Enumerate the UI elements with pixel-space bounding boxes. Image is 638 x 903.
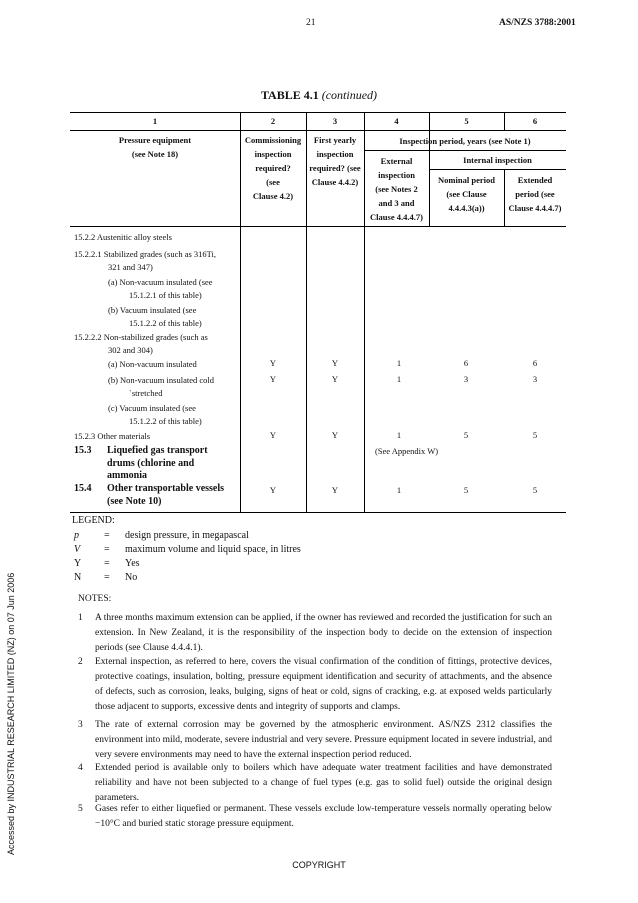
table-cell: Y	[269, 485, 277, 495]
section-title-line: Other transportable vessels	[107, 483, 225, 494]
legend-equals: =	[104, 558, 110, 569]
table-row-text: 15.2.2.2 Non-stabilized grades (such as	[74, 332, 208, 342]
column-number: 6	[532, 116, 538, 126]
table-row-text: 15.2.3 Other materials	[74, 431, 151, 441]
header-pressure-equipment	[70, 133, 240, 161]
page-number: 21	[306, 18, 316, 28]
note-number: 2	[78, 657, 83, 667]
column-number: 4	[394, 116, 399, 126]
legend-symbol: Y	[74, 558, 82, 569]
table-cell-span: (See Appendix W)	[374, 446, 439, 456]
note-number: 5	[78, 804, 83, 814]
header-line: (see	[266, 177, 280, 187]
header-line: Extended	[517, 175, 553, 185]
header-line: inspection	[254, 149, 292, 159]
legend-symbol: N	[74, 572, 82, 583]
header-line: period (see	[515, 189, 555, 199]
notes-title: NOTES:	[78, 594, 112, 604]
table-row-text: 302 and 304)	[108, 345, 153, 355]
header-line: 4.4.4.3(a))	[448, 203, 485, 213]
header-nominal-period	[429, 173, 504, 215]
header-inspection-period: Inspection period, years (see Note 1)	[399, 136, 531, 146]
legend-definition: Yes	[125, 558, 140, 569]
table-row-text: (a) Non-vacuum insulated (see	[108, 277, 213, 287]
table-cell: 5	[532, 430, 538, 440]
section-title-line: ammonia	[107, 470, 147, 481]
rule	[70, 112, 566, 113]
table-row-text: `stretched	[129, 388, 163, 398]
header-commissioning	[240, 133, 306, 203]
table-cell: Y	[331, 430, 339, 440]
section-title-line: (see Note 10)	[107, 495, 162, 507]
table-row-text: 15.1.2.2 of this table)	[129, 318, 202, 328]
table-row-text: (a) Non-vacuum insulated	[108, 359, 197, 369]
header-line: Clause 4.2)	[252, 191, 294, 201]
table-cell: 6	[463, 358, 469, 368]
table-cell: 1	[396, 374, 402, 384]
header-line: Clause 4.4.4.7)	[370, 212, 423, 222]
table-row-text: 15.1.2.2 of this table)	[129, 416, 202, 426]
table-cell: Y	[331, 374, 339, 384]
header-line: inspection	[316, 149, 354, 159]
table-cell: Y	[269, 430, 277, 440]
copyright-footer: COPYRIGHT	[292, 860, 346, 870]
table-cell: Y	[269, 374, 277, 384]
table-cell: 3	[532, 374, 538, 384]
table-caption	[0, 88, 638, 103]
header-line: External	[380, 156, 413, 166]
table-caption-suffix: (continued)	[321, 88, 378, 102]
legend-equals: =	[104, 530, 110, 541]
header-line: Clause 4.4.2)	[311, 177, 359, 187]
rule	[429, 169, 566, 170]
legend-definition: maximum volume and liquid space, in litres	[125, 544, 301, 555]
legend-symbol: p	[74, 530, 79, 541]
table-row-text: 15.1.2.1 of this table)	[129, 290, 202, 300]
note-text: External inspection, as referred to here, covers the visual confirmation of the condition of fittings, protective devices, protective coatings, insulation, bolting, pressure equipment identification and security of attachments, and the absence of defects, such as corrosion, leaks, bulging, signs of heat or cold, signs of cracking, e.g. at exposed welds particularly those adjacent to supports, excessive dents and integrity of supports and clamps.	[95, 657, 552, 712]
table-cell: 5	[463, 430, 469, 440]
header-first-yearly	[306, 133, 364, 189]
access-watermark: Accessed by INDUSTRIAL RESEARCH LIMITED (NZ) on 07 Jun 2006	[6, 572, 16, 855]
rule	[364, 150, 566, 151]
header-line: Clause 4.4.4.7)	[508, 203, 562, 213]
table-cell: 1	[396, 485, 402, 495]
note-text: The rate of external corrosion may be governed by the atmospheric environment. AS/NZS 2312 classifies the environment into mild, moderate, severe industrial and very severe. Pressure equipment located in severe industrial, and very severe environments may need to have the external inspection period reduced.	[95, 720, 552, 760]
legend-equals: =	[104, 544, 110, 555]
rule	[70, 226, 566, 227]
header-line: (see Clause	[446, 189, 487, 199]
table-row-text: 15.2.2 Austenitic alloy steels	[74, 232, 172, 242]
table-cell: 1	[396, 430, 402, 440]
section-title	[107, 483, 224, 508]
column-number: 3	[332, 116, 338, 126]
header-line: (see Notes 2	[375, 184, 418, 194]
section-number: 15.3	[74, 445, 92, 456]
table-row-text: (b) Vacuum insulated (see	[108, 305, 197, 315]
header-line: and 3 and	[378, 198, 415, 208]
legend-symbol: V	[74, 544, 81, 555]
table-cell: 3	[463, 374, 469, 384]
table-row-text: 15.2.2.1 Stabilized grades (such as 316Ti,	[74, 249, 217, 259]
table-row-text: (b) Non-vacuum insulated cold	[108, 375, 214, 385]
table-row-text: (c) Vacuum insulated (see	[108, 403, 196, 413]
header-extended-period	[504, 173, 566, 215]
note-text: Extended period is available only to boilers which have adequate water treatment facilities and have demonstrated reliability and have not been subjected to a change of fuel types (e.g. gas to solid fuel) outside the original design parameters.	[95, 763, 552, 803]
header-line: Nominal period	[438, 175, 495, 185]
table-cell: 5	[532, 485, 538, 495]
column-number: 2	[270, 116, 276, 126]
section-number: 15.4	[74, 483, 92, 494]
header-line: inspection	[378, 170, 415, 180]
header-line: Commissioning	[244, 135, 302, 145]
table-label: TABLE 4.1	[260, 88, 319, 102]
rule	[70, 130, 566, 131]
column-number: 1	[152, 116, 158, 126]
standard-number: AS/NZS 3788:2001	[499, 18, 576, 28]
legend-definition: No	[125, 572, 138, 583]
column-number: 5	[464, 116, 469, 126]
note-number: 3	[78, 720, 83, 730]
rule	[70, 512, 566, 513]
header-line: Pressure equipment	[118, 135, 192, 145]
legend-equals: =	[104, 572, 110, 583]
legend-title: LEGEND:	[72, 515, 115, 526]
table-cell: 1	[396, 358, 402, 368]
section-title	[107, 445, 208, 483]
header-line: required?	[255, 163, 291, 173]
note-number: 1	[78, 613, 83, 623]
header-line: First yearly	[313, 135, 357, 145]
header-line: (see Note 18)	[131, 149, 179, 159]
note-text: A three months maximum extension can be applied, if the owner has reviewed and recorded the justification for such an extension. In New Zealand, it is the responsibility of the inspection body to decide on the extension of inspection periods (see Clause 4.4.4.1).	[95, 613, 552, 653]
legend-definition: design pressure, in megapascal	[125, 530, 249, 541]
table-cell: Y	[331, 358, 339, 368]
note-text: Gases refer to either liquefied or permanent. These vessels exclude low-temperature vessels normally operating below −10°C and buried static storage pressure equipment.	[95, 804, 552, 829]
section-title-line: drums (chlorine and	[107, 457, 195, 469]
header-line: required? (see	[309, 163, 361, 173]
header-internal-inspection: Internal inspection	[463, 155, 532, 165]
header-external	[364, 154, 429, 224]
note-number: 4	[78, 763, 83, 773]
section-title-line: Liquefied gas transport	[107, 445, 208, 456]
table-row-text: 321 and 347)	[108, 262, 153, 272]
table-cell: 6	[532, 358, 538, 368]
table-cell: Y	[269, 358, 277, 368]
table-cell: Y	[331, 485, 339, 495]
table-cell: 5	[463, 485, 469, 495]
